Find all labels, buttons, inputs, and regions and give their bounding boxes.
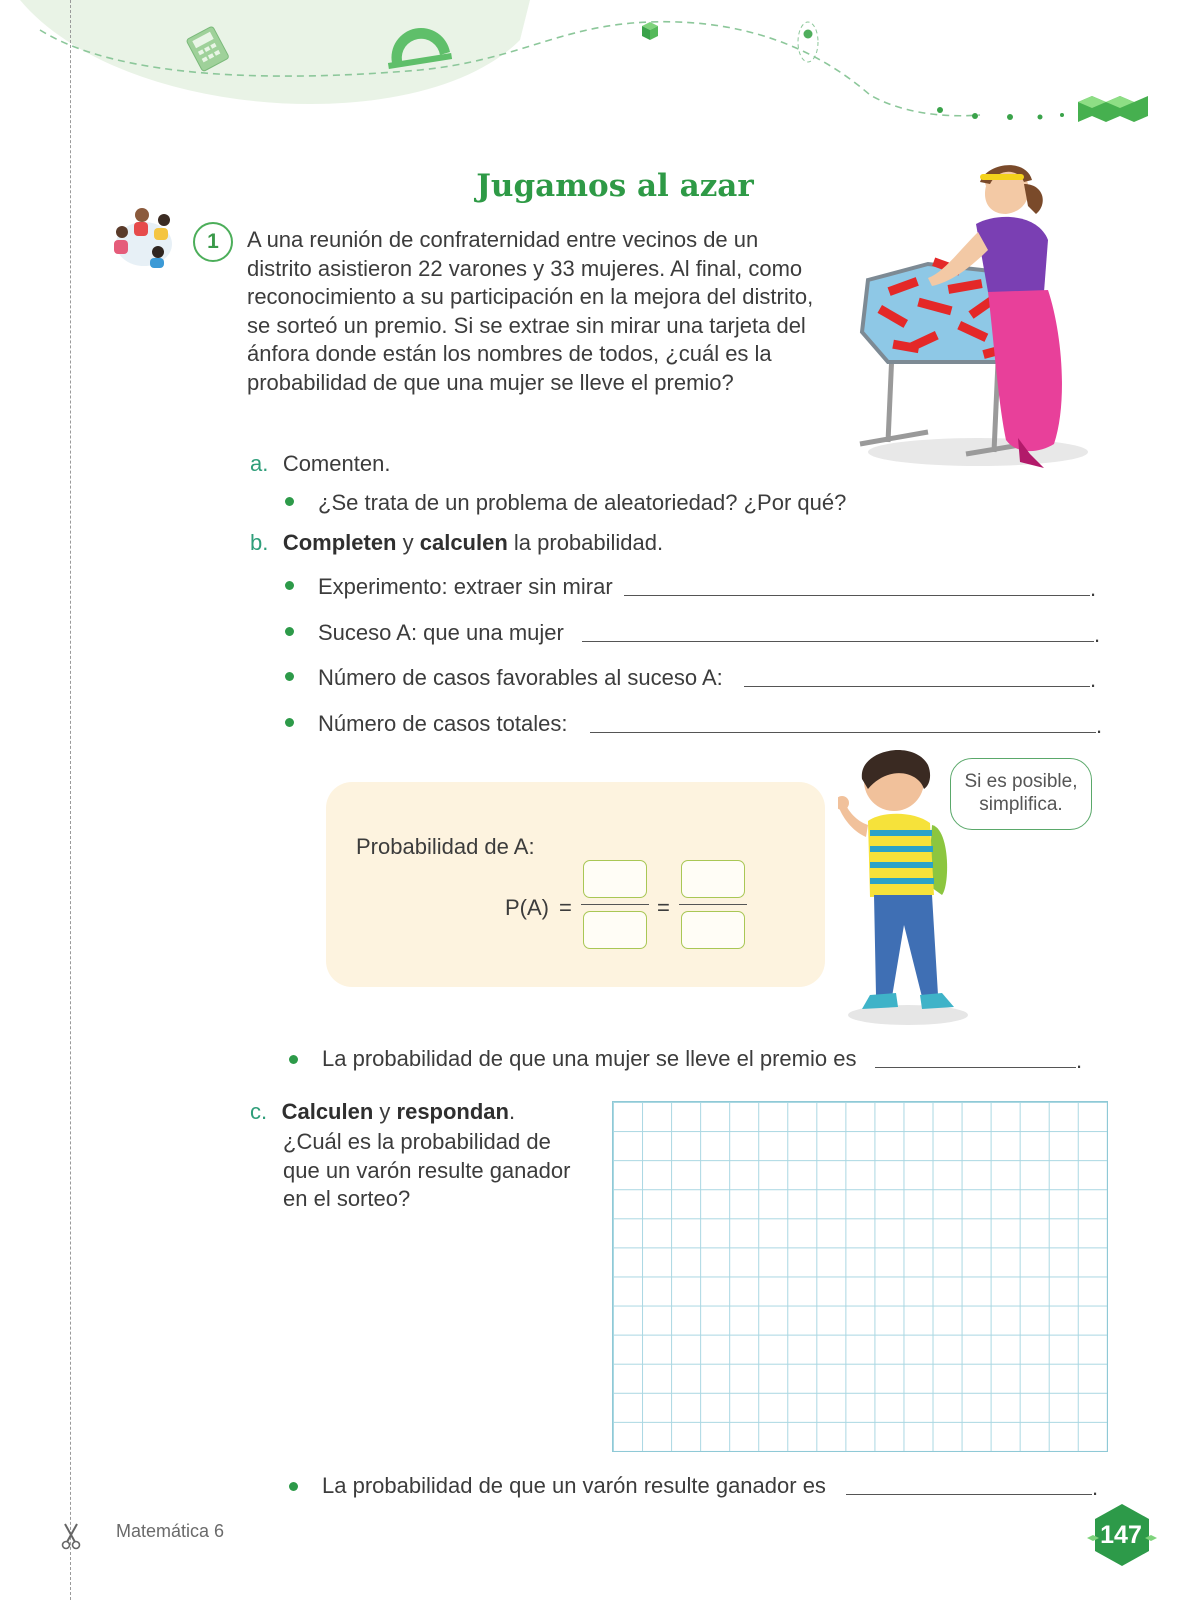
part-c-label: c.	[250, 1099, 268, 1124]
bullet-dot	[289, 1055, 298, 1064]
part-a-heading-end: .	[384, 451, 391, 476]
part-c-end: .	[508, 1099, 516, 1124]
part-c	[250, 1099, 515, 1125]
numerator-box-1[interactable]	[583, 860, 647, 898]
probability-box	[326, 782, 825, 987]
bullet-dot	[285, 718, 294, 727]
part-c-verb2: respondan	[396, 1099, 509, 1124]
answer-blank-conclusion-c[interactable]	[846, 1494, 1092, 1495]
bullet-dot	[285, 672, 294, 681]
group-work-icon	[106, 202, 178, 272]
item-event: Suceso A: que una mujer	[318, 620, 564, 645]
book-title: Matemática 6	[116, 1521, 225, 1541]
equals-sign: =	[657, 895, 670, 920]
boy-illustration	[838, 745, 968, 1030]
bullet-dot	[289, 1482, 298, 1491]
work-grid[interactable]	[612, 1101, 1108, 1452]
probability-label: Probabilidad de A:	[356, 834, 535, 859]
cut-line	[70, 0, 71, 1600]
page-number: 147	[1100, 1520, 1142, 1549]
page-title: Jugamos al azar	[476, 168, 754, 204]
item-experiment: Experimento: extraer sin mirar	[318, 574, 613, 599]
answer-blank-favorable[interactable]	[744, 686, 1090, 687]
fraction-bar	[679, 904, 747, 905]
raffle-drum-illustration	[848, 162, 1098, 480]
numerator-box-2[interactable]	[681, 860, 745, 898]
question-number: 1	[193, 222, 233, 262]
item-total: Número de casos totales:	[318, 711, 568, 736]
conclusion-b: La probabilidad de que una mujer se lleve el premio es	[322, 1046, 857, 1071]
part-a-label: a.	[250, 451, 269, 476]
period: .	[1096, 713, 1103, 738]
fraction-bar	[581, 904, 649, 905]
period: .	[1076, 1048, 1083, 1073]
period: .	[1092, 1475, 1099, 1500]
part-b-verb2: calculen	[419, 530, 508, 555]
bullet-dot	[285, 581, 294, 590]
probability-lhs: P(A)	[505, 895, 549, 920]
part-b	[250, 530, 663, 556]
part-b-label: b.	[250, 530, 269, 555]
part-b-verb1: Completen	[282, 530, 397, 555]
part-b-connector: y	[396, 530, 420, 555]
speech-bubble: Si es posible, simplifica.	[950, 758, 1092, 830]
bullet-dot	[285, 497, 294, 506]
conclusion-c: La probabilidad de que un varón resulte ganador es	[322, 1473, 826, 1498]
part-a	[250, 451, 390, 477]
denominator-box-1[interactable]	[583, 911, 647, 949]
part-c-question: ¿Cuál es la probabilidad de que un varón resulte ganador en el sorteo?	[283, 1129, 571, 1211]
bullet-dot	[285, 627, 294, 636]
question-text: A una reunión de confraternidad entre vecinos de un distrito asistieron 22 varones y 33 mujeres. Al final, como reconocimiento a su participación en la mejora del distrito, se sorteó un premio. Si se extrae sin mirar una tarjeta del ánfora donde están los nombres de todos, ¿cuál es la probabilidad de que una mujer se lleve el premio?	[247, 227, 814, 395]
denominator-box-2[interactable]	[681, 911, 745, 949]
answer-blank-experiment[interactable]	[624, 595, 1090, 596]
part-a-heading: Comenten	[282, 451, 385, 476]
answer-blank-total[interactable]	[590, 732, 1096, 733]
header-decoration	[0, 0, 1193, 130]
period: .	[1090, 667, 1097, 692]
answer-blank-conclusion-b[interactable]	[875, 1067, 1076, 1068]
period: .	[1090, 576, 1097, 601]
part-c-connector: y	[373, 1099, 397, 1124]
scissors-icon	[60, 1522, 82, 1550]
part-b-rest: la probabilidad.	[507, 530, 664, 555]
period: .	[1094, 622, 1101, 647]
equals-sign: =	[559, 895, 572, 920]
part-c-verb1: Calculen	[281, 1099, 374, 1124]
cubes-icon	[1078, 96, 1148, 122]
part-a-bullet: ¿Se trata de un problema de aleatoriedad? ¿Por qué?	[318, 490, 847, 515]
item-favorable: Número de casos favorables al suceso A:	[318, 665, 723, 690]
answer-blank-event[interactable]	[582, 641, 1094, 642]
cube-icon	[642, 22, 658, 40]
